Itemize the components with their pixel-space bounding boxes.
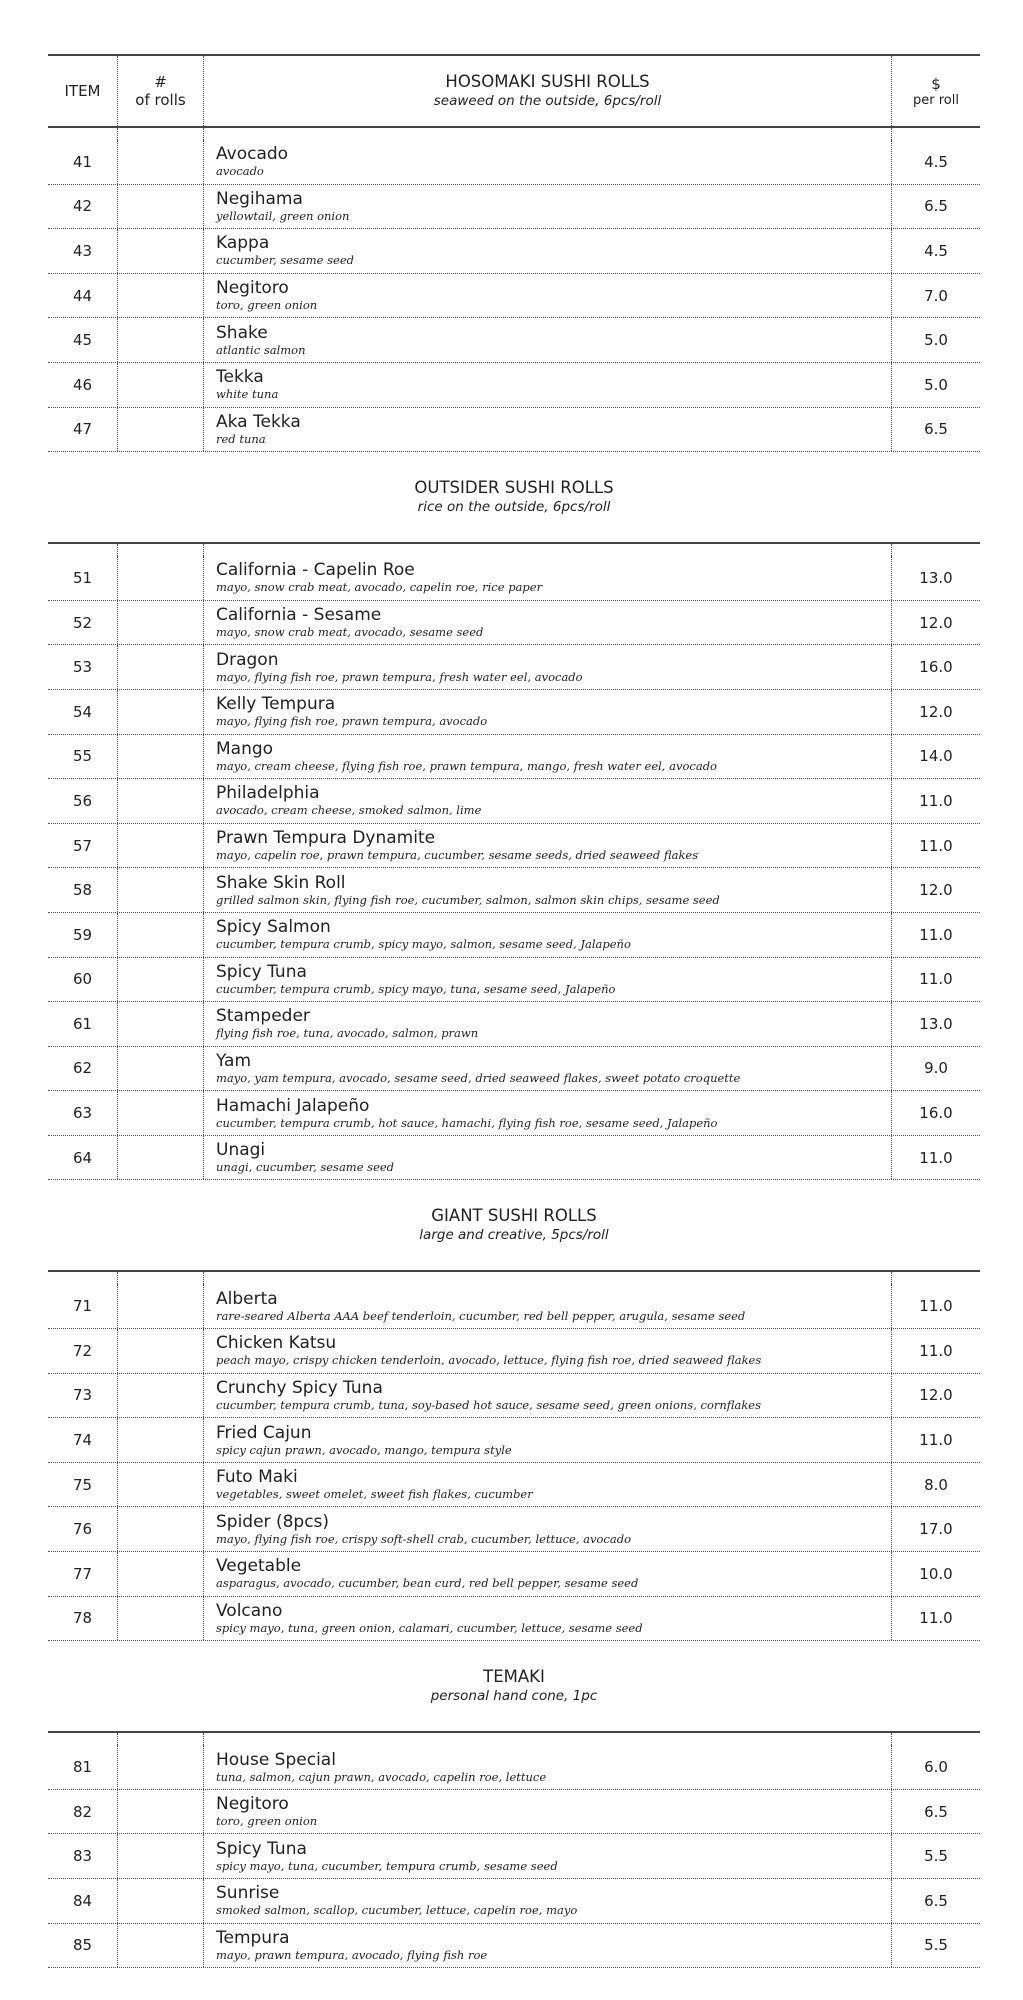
rolls-quantity-cell [118,958,204,1002]
rolls-quantity-cell [118,1552,204,1596]
menu-item-row [48,1329,980,1374]
menu-item-row [48,556,980,601]
item-description: spicy cajun prawn, avocado, mango, tempura style [216,1442,512,1457]
item-price: 13.0 [891,1002,980,1046]
item-cell [48,1733,118,1745]
item-description: smoked salmon, scallop, cucumber, lettuce, capelin roe, mayo [216,1903,578,1918]
item-name: Avocado [216,144,289,165]
sushi-menu-table [48,54,980,1968]
menu-item-row [48,363,980,408]
item-number: 73 [48,1374,118,1418]
item-description: toro, green onion [216,1814,318,1829]
menu-item-row [48,1463,980,1508]
menu-item-row [48,868,980,913]
item-name: Dragon [216,649,279,670]
item-description: toro, green onion [216,298,318,313]
menu-item-row [48,824,980,869]
item-number: 74 [48,1418,118,1462]
item-name: Futo Maki [216,1467,298,1488]
item-name: Tempura [216,1927,290,1948]
rolls-quantity-cell [118,1284,204,1328]
rolls-quantity-cell [118,1745,204,1789]
item-name: Alberta [216,1288,278,1309]
section-subtitle: large and creative, 5pcs/roll [419,1227,609,1244]
item-description: mayo, flying fish roe, prawn tempura, fresh water eel, avocado [216,669,583,684]
item-cell [48,544,118,556]
section-header [48,1641,980,1733]
item-price: 16.0 [891,1091,980,1135]
item-price: 12.0 [891,690,980,734]
item-name: Unagi [216,1140,266,1161]
item-description: red tuna [216,431,266,446]
item-name: Negihama [216,188,303,209]
spacer-row [48,1733,980,1745]
item-name: Fried Cajun [216,1422,312,1443]
rolls-quantity-cell [118,1790,204,1834]
menu-item-row [48,1418,980,1463]
rolls-quantity-cell [118,1924,204,1968]
menu-item-row [48,1552,980,1597]
rolls-cell [118,1272,204,1284]
rolls-quantity-cell [118,1047,204,1091]
item-name: Philadelphia [216,783,320,804]
item-price: 5.0 [891,363,980,407]
menu-item-row [48,913,980,958]
section-title: OUTSIDER SUSHI ROLLS [414,478,614,498]
item-details [204,779,891,823]
item-number: 47 [48,408,118,452]
rolls-quantity-cell [118,556,204,600]
rolls-header-label: of rolls [135,91,186,109]
rolls-quantity-cell [118,779,204,823]
item-description: yellowtail, green onion [216,208,350,223]
section-subtitle: rice on the outside, 6pcs/roll [417,499,611,516]
item-details [204,140,891,184]
menu-item-row [48,601,980,646]
rolls-quantity-cell [118,1136,204,1180]
item-number: 85 [48,1924,118,1968]
item-name: Crunchy Spicy Tuna [216,1377,383,1398]
rolls-quantity-cell [118,868,204,912]
rolls-quantity-cell [118,318,204,362]
item-price: 5.0 [891,318,980,362]
item-number: 84 [48,1879,118,1923]
item-number: 58 [48,868,118,912]
item-price: 6.0 [891,1745,980,1789]
item-number: 63 [48,1091,118,1135]
item-name: Yam [216,1050,252,1071]
menu-item-row [48,690,980,735]
item-details [204,1507,891,1551]
item-number: 42 [48,185,118,229]
item-number: 83 [48,1834,118,1878]
item-price: 12.0 [891,601,980,645]
rolls-quantity-cell [118,913,204,957]
item-details [204,868,891,912]
section-header [48,1180,980,1272]
item-name: Vegetable [216,1556,302,1577]
rolls-quantity-cell [118,140,204,184]
item-number: 52 [48,601,118,645]
item-number: 55 [48,735,118,779]
menu-item-row [48,645,980,690]
section-title: HOSOMAKI SUSHI ROLLS [445,72,650,91]
item-price: 11.0 [891,1597,980,1641]
item-name: Hamachi Jalapeño [216,1095,370,1116]
item-number: 45 [48,318,118,362]
menu-item-row [48,408,980,453]
item-details [204,735,891,779]
item-description: unagi, cucumber, sesame seed [216,1160,395,1175]
item-number: 46 [48,363,118,407]
item-number: 60 [48,958,118,1002]
item-details [204,913,891,957]
item-details [204,1284,891,1328]
item-details [204,229,891,273]
menu-item-row [48,1924,980,1969]
item-number: 62 [48,1047,118,1091]
item-description: mayo, capelin roe, prawn tempura, cucumber, sesame seeds, dried seaweed flakes [216,848,699,863]
item-price: 17.0 [891,1507,980,1551]
item-details [204,556,891,600]
item-name: Spicy Salmon [216,917,331,938]
rolls-quantity-cell [118,824,204,868]
item-number: 81 [48,1745,118,1789]
item-price: 11.0 [891,1136,980,1180]
item-number: 75 [48,1463,118,1507]
rolls-quantity-cell [118,735,204,779]
menu-item-row [48,1879,980,1924]
spacer-row [48,1272,980,1284]
item-name: Spicy Tuna [216,961,307,982]
price-header-symbol: $ [931,74,941,93]
item-details [204,1136,891,1180]
item-details [204,1745,891,1789]
rolls-cell [118,544,204,556]
item-description: mayo, yam tempura, avocado, sesame seed, dried seaweed flakes, sweet potato croquette [216,1070,741,1085]
item-details [204,1002,891,1046]
item-description: flying fish roe, tuna, avocado, salmon, prawn [216,1026,479,1041]
item-name: House Special [216,1749,336,1770]
section-title: GIANT SUSHI ROLLS [431,1206,597,1226]
menu-item-row [48,1597,980,1642]
item-name: Kelly Tempura [216,694,336,715]
menu-item-row [48,274,980,319]
item-number: 82 [48,1790,118,1834]
item-description: grilled salmon skin, flying fish roe, cucumber, salmon, salmon skin chips, sesame seed [216,892,720,907]
item-price: 4.5 [891,229,980,273]
item-name: Spider (8pcs) [216,1511,330,1532]
item-name: Prawn Tempura Dynamite [216,828,436,849]
rolls-quantity-cell [118,1597,204,1641]
menu-item-row [48,1136,980,1181]
price-cell [891,1733,980,1745]
item-price: 4.5 [891,140,980,184]
item-description: cucumber, tempura crumb, hot sauce, hamachi, flying fish roe, sesame seed, Jalapeño [216,1115,718,1130]
item-price: 6.5 [891,408,980,452]
item-description: cucumber, tempura crumb, tuna, soy-based hot sauce, sesame seed, green onions, cornflakes [216,1397,761,1412]
item-details [204,1329,891,1373]
spacer-row [48,128,980,140]
item-number: 51 [48,556,118,600]
item-name: California - Sesame [216,605,382,626]
menu-item-row [48,1834,980,1879]
name-cell [204,128,891,140]
item-details [204,690,891,734]
menu-item-row [48,229,980,274]
item-details [204,363,891,407]
item-name: Aka Tekka [216,411,301,432]
menu-item-row [48,1047,980,1092]
item-details [204,1834,891,1878]
item-number: 77 [48,1552,118,1596]
item-price: 11.0 [891,1329,980,1373]
item-number: 71 [48,1284,118,1328]
item-name: Kappa [216,233,270,254]
item-name: Sunrise [216,1883,280,1904]
item-price: 5.5 [891,1924,980,1968]
menu-item-row [48,1091,980,1136]
item-name: Shake [216,322,268,343]
item-price: 6.5 [891,1879,980,1923]
item-price: 6.5 [891,1790,980,1834]
rolls-quantity-cell [118,1329,204,1373]
item-price: 10.0 [891,1552,980,1596]
spacer-row [48,544,980,556]
item-number: 41 [48,140,118,184]
item-number: 43 [48,229,118,273]
item-price: 11.0 [891,1284,980,1328]
price-cell [891,1272,980,1284]
item-number: 59 [48,913,118,957]
item-price: 11.0 [891,913,980,957]
item-name: Negitoro [216,278,289,299]
rolls-quantity-cell [118,229,204,273]
rolls-quantity-cell [118,1507,204,1551]
rolls-quantity-cell [118,1374,204,1418]
item-description: spicy mayo, tuna, green onion, calamari, cucumber, lettuce, sesame seed [216,1620,643,1635]
item-description: atlantic salmon [216,342,306,357]
section-header [48,452,980,544]
name-cell [204,544,891,556]
item-description: mayo, flying fish roe, prawn tempura, avocado [216,714,488,729]
item-details [204,1552,891,1596]
rolls-quantity-cell [118,408,204,452]
item-details [204,1047,891,1091]
rolls-quantity-cell [118,1463,204,1507]
price-cell [891,544,980,556]
item-name: Spicy Tuna [216,1838,307,1859]
rolls-quantity-cell [118,1879,204,1923]
item-number: 56 [48,779,118,823]
rolls-column-header [118,56,204,126]
item-price: 12.0 [891,1374,980,1418]
item-details [204,408,891,452]
rolls-quantity-cell [118,363,204,407]
item-name: Mango [216,738,274,759]
menu-item-row [48,1002,980,1047]
item-price: 11.0 [891,824,980,868]
menu-item-row [48,1284,980,1329]
rolls-quantity-cell [118,601,204,645]
item-column-header: ITEM [48,56,118,126]
column-header-row [48,54,980,128]
menu-item-row [48,1374,980,1419]
item-details [204,1879,891,1923]
price-header-label: per roll [913,92,959,108]
menu-item-row [48,1507,980,1552]
item-description: vegetables, sweet omelet, sweet fish flakes, cucumber [216,1487,533,1502]
rolls-quantity-cell [118,1418,204,1462]
item-number: 53 [48,645,118,689]
item-name: Negitoro [216,1794,289,1815]
item-number: 54 [48,690,118,734]
item-name: Stampeder [216,1006,310,1027]
item-details [204,1091,891,1135]
rolls-quantity-cell [118,645,204,689]
item-number: 44 [48,274,118,318]
rolls-quantity-cell [118,1091,204,1135]
rolls-quantity-cell [118,690,204,734]
menu-item-row [48,779,980,824]
item-number: 78 [48,1597,118,1641]
rolls-quantity-cell [118,185,204,229]
item-description: cucumber, tempura crumb, spicy mayo, salmon, sesame seed, Jalapeño [216,937,631,952]
item-details [204,1924,891,1968]
item-details [204,601,891,645]
item-description: avocado, cream cheese, smoked salmon, lime [216,803,482,818]
item-price: 8.0 [891,1463,980,1507]
rolls-quantity-cell [118,1834,204,1878]
item-price: 11.0 [891,958,980,1002]
rolls-header-symbol: # [154,73,167,91]
item-price: 14.0 [891,735,980,779]
item-details [204,185,891,229]
item-price: 12.0 [891,868,980,912]
item-description: mayo, prawn tempura, avocado, flying fish roe [216,1947,488,1962]
item-number: 76 [48,1507,118,1551]
item-description: cucumber, tempura crumb, spicy mayo, tuna, sesame seed, Jalapeño [216,981,616,996]
item-number: 61 [48,1002,118,1046]
item-name: California - Capelin Roe [216,560,415,581]
item-description: mayo, snow crab meat, avocado, sesame seed [216,625,484,640]
item-price: 11.0 [891,1418,980,1462]
item-description: spicy mayo, tuna, cucumber, tempura crumb, sesame seed [216,1858,558,1873]
item-number: 57 [48,824,118,868]
menu-item-row [48,140,980,185]
menu-item-row [48,735,980,780]
rolls-cell [118,128,204,140]
name-cell [204,1733,891,1745]
item-name: Tekka [216,367,264,388]
section-title: TEMAKI [483,1667,545,1687]
item-description: white tuna [216,387,279,402]
item-name: Shake Skin Roll [216,872,346,893]
name-cell [204,1272,891,1284]
item-price: 5.5 [891,1834,980,1878]
section-subtitle: seaweed on the outside, 6pcs/roll [433,93,662,109]
price-column-header [891,56,980,126]
item-number: 72 [48,1329,118,1373]
item-details [204,318,891,362]
item-cell [48,128,118,140]
menu-item-row [48,1790,980,1835]
item-description: mayo, snow crab meat, avocado, capelin roe, rice paper [216,580,543,595]
item-description: cucumber, sesame seed [216,253,355,268]
menu-item-row [48,958,980,1003]
item-details [204,645,891,689]
item-details [204,1463,891,1507]
item-details [204,1418,891,1462]
price-cell [891,128,980,140]
item-number: 64 [48,1136,118,1180]
menu-item-row [48,318,980,363]
item-price: 9.0 [891,1047,980,1091]
rolls-quantity-cell [118,1002,204,1046]
item-price: 11.0 [891,779,980,823]
item-details [204,824,891,868]
item-price: 13.0 [891,556,980,600]
item-details [204,1790,891,1834]
item-price: 16.0 [891,645,980,689]
item-description: avocado [216,164,264,179]
item-price: 7.0 [891,274,980,318]
item-price: 6.5 [891,185,980,229]
item-description: peach mayo, crispy chicken tenderloin, avocado, lettuce, flying fish roe, dried seaweed flakes [216,1353,762,1368]
item-name: Volcano [216,1600,283,1621]
item-details [204,1597,891,1641]
section-header [204,56,891,126]
item-description: asparagus, avocado, cucumber, bean curd, red bell pepper, sesame seed [216,1576,639,1591]
item-cell [48,1272,118,1284]
menu-item-row [48,1745,980,1790]
item-details [204,274,891,318]
rolls-quantity-cell [118,274,204,318]
item-details [204,958,891,1002]
item-description: tuna, salmon, cajun prawn, avocado, capelin roe, lettuce [216,1769,547,1784]
item-name: Chicken Katsu [216,1333,337,1354]
item-details [204,1374,891,1418]
rolls-cell [118,1733,204,1745]
section-subtitle: personal hand cone, 1pc [430,1688,598,1705]
item-description: rare-seared Alberta AAA beef tenderloin, cucumber, red bell pepper, arugula, sesame seed [216,1308,746,1323]
menu-item-row [48,185,980,230]
item-description: mayo, flying fish roe, crispy soft-shell crab, cucumber, lettuce, avocado [216,1531,632,1546]
item-description: mayo, cream cheese, flying fish roe, prawn tempura, mango, fresh water eel, avocado [216,758,717,773]
